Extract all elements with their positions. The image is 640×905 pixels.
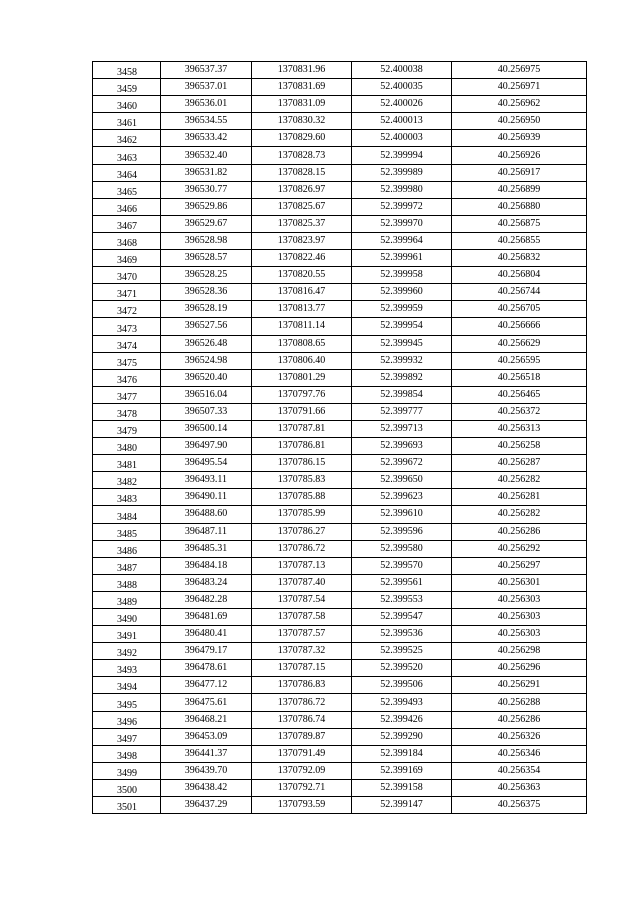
y-coordinate-cell: 1370792.71	[252, 779, 352, 796]
y-coordinate-cell: 1370786.83	[252, 677, 352, 694]
longitude-cell: 40.256301	[452, 574, 587, 591]
point-id-cell: 3486	[93, 540, 161, 557]
longitude-cell: 40.256291	[452, 677, 587, 694]
latitude-cell: 52.399426	[352, 711, 452, 728]
latitude-cell: 52.399672	[352, 455, 452, 472]
latitude-cell: 52.399994	[352, 147, 452, 164]
y-coordinate-cell: 1370785.83	[252, 472, 352, 489]
y-coordinate-cell: 1370831.09	[252, 96, 352, 113]
y-coordinate-cell: 1370787.54	[252, 591, 352, 608]
table-row	[93, 455, 587, 472]
latitude-cell: 52.399972	[352, 198, 452, 215]
point-id-cell: 3475	[93, 352, 161, 369]
table-row	[93, 113, 587, 130]
x-coordinate-cell: 396488.60	[161, 506, 252, 523]
latitude-cell: 52.399158	[352, 779, 452, 796]
x-coordinate-cell: 396507.33	[161, 403, 252, 420]
y-coordinate-cell: 1370811.14	[252, 318, 352, 335]
longitude-cell: 40.256595	[452, 352, 587, 369]
x-coordinate-cell: 396477.12	[161, 677, 252, 694]
longitude-cell: 40.256926	[452, 147, 587, 164]
table-row	[93, 540, 587, 557]
x-coordinate-cell: 396516.04	[161, 386, 252, 403]
point-id-cell: 3478	[93, 403, 161, 420]
x-coordinate-cell: 396468.21	[161, 711, 252, 728]
table-row	[93, 728, 587, 745]
latitude-cell: 52.399553	[352, 591, 452, 608]
x-coordinate-cell: 396529.86	[161, 198, 252, 215]
latitude-cell: 52.399525	[352, 643, 452, 660]
y-coordinate-cell: 1370808.65	[252, 335, 352, 352]
point-id-cell: 3484	[93, 506, 161, 523]
y-coordinate-cell: 1370786.72	[252, 694, 352, 711]
point-id-cell: 3466	[93, 198, 161, 215]
table-row	[93, 62, 587, 79]
x-coordinate-cell: 396520.40	[161, 369, 252, 386]
x-coordinate-cell: 396537.01	[161, 79, 252, 96]
x-coordinate-cell: 396478.61	[161, 660, 252, 677]
point-id-cell: 3488	[93, 574, 161, 591]
y-coordinate-cell: 1370825.67	[252, 198, 352, 215]
x-coordinate-cell: 396528.57	[161, 250, 252, 267]
x-coordinate-cell: 396528.36	[161, 284, 252, 301]
longitude-cell: 40.256258	[452, 438, 587, 455]
latitude-cell: 52.399536	[352, 626, 452, 643]
table-row	[93, 694, 587, 711]
latitude-cell: 52.399520	[352, 660, 452, 677]
longitude-cell: 40.256875	[452, 215, 587, 232]
table-row	[93, 745, 587, 762]
y-coordinate-cell: 1370831.69	[252, 79, 352, 96]
x-coordinate-cell: 396453.09	[161, 728, 252, 745]
latitude-cell: 52.399147	[352, 797, 452, 814]
table-row	[93, 250, 587, 267]
y-coordinate-cell: 1370792.09	[252, 762, 352, 779]
table-row	[93, 711, 587, 728]
point-id-cell: 3459	[93, 79, 161, 96]
latitude-cell: 52.399169	[352, 762, 452, 779]
y-coordinate-cell: 1370822.46	[252, 250, 352, 267]
y-coordinate-cell: 1370785.88	[252, 489, 352, 506]
table-row	[93, 96, 587, 113]
point-id-cell: 3492	[93, 643, 161, 660]
point-id-cell: 3490	[93, 609, 161, 626]
table-row	[93, 232, 587, 249]
table-row	[93, 301, 587, 318]
y-coordinate-cell: 1370787.15	[252, 660, 352, 677]
point-id-cell: 3495	[93, 694, 161, 711]
x-coordinate-cell: 396484.18	[161, 557, 252, 574]
table-row	[93, 797, 587, 814]
latitude-cell: 52.399570	[352, 557, 452, 574]
longitude-cell: 40.256629	[452, 335, 587, 352]
longitude-cell: 40.256880	[452, 198, 587, 215]
longitude-cell: 40.256326	[452, 728, 587, 745]
point-id-cell: 3474	[93, 335, 161, 352]
latitude-cell: 52.400003	[352, 130, 452, 147]
latitude-cell: 52.399959	[352, 301, 452, 318]
x-coordinate-cell: 396527.56	[161, 318, 252, 335]
longitude-cell: 40.256705	[452, 301, 587, 318]
point-id-cell: 3482	[93, 472, 161, 489]
longitude-cell: 40.256296	[452, 660, 587, 677]
point-id-cell: 3500	[93, 779, 161, 796]
point-id-cell: 3472	[93, 301, 161, 318]
point-id-cell: 3464	[93, 164, 161, 181]
y-coordinate-cell: 1370797.76	[252, 386, 352, 403]
x-coordinate-cell: 396526.48	[161, 335, 252, 352]
latitude-cell: 52.399650	[352, 472, 452, 489]
y-coordinate-cell: 1370830.32	[252, 113, 352, 130]
table-row	[93, 403, 587, 420]
point-id-cell: 3491	[93, 626, 161, 643]
latitude-cell: 52.399989	[352, 164, 452, 181]
point-id-cell: 3467	[93, 215, 161, 232]
latitude-cell: 52.400026	[352, 96, 452, 113]
table-row	[93, 267, 587, 284]
latitude-cell: 52.399970	[352, 215, 452, 232]
y-coordinate-cell: 1370786.81	[252, 438, 352, 455]
y-coordinate-cell: 1370789.87	[252, 728, 352, 745]
y-coordinate-cell: 1370787.13	[252, 557, 352, 574]
longitude-cell: 40.256518	[452, 369, 587, 386]
longitude-cell: 40.256363	[452, 779, 587, 796]
x-coordinate-cell: 396493.11	[161, 472, 252, 489]
table-row	[93, 557, 587, 574]
point-id-cell: 3485	[93, 523, 161, 540]
table-row	[93, 438, 587, 455]
y-coordinate-cell: 1370793.59	[252, 797, 352, 814]
y-coordinate-cell: 1370786.74	[252, 711, 352, 728]
point-id-cell: 3458	[93, 62, 161, 79]
point-id-cell: 3501	[93, 797, 161, 814]
x-coordinate-cell: 396497.90	[161, 438, 252, 455]
latitude-cell: 52.399596	[352, 523, 452, 540]
point-id-cell: 3460	[93, 96, 161, 113]
longitude-cell: 40.256832	[452, 250, 587, 267]
latitude-cell: 52.400013	[352, 113, 452, 130]
table-row	[93, 779, 587, 796]
x-coordinate-cell: 396482.28	[161, 591, 252, 608]
table-row	[93, 643, 587, 660]
x-coordinate-cell: 396528.98	[161, 232, 252, 249]
table-row	[93, 215, 587, 232]
table-row	[93, 660, 587, 677]
latitude-cell: 52.399960	[352, 284, 452, 301]
y-coordinate-cell: 1370816.47	[252, 284, 352, 301]
point-id-cell: 3496	[93, 711, 161, 728]
table-row	[93, 130, 587, 147]
y-coordinate-cell: 1370787.58	[252, 609, 352, 626]
longitude-cell: 40.256962	[452, 96, 587, 113]
y-coordinate-cell: 1370820.55	[252, 267, 352, 284]
y-coordinate-cell: 1370806.40	[252, 352, 352, 369]
x-coordinate-cell: 396487.11	[161, 523, 252, 540]
longitude-cell: 40.256292	[452, 540, 587, 557]
latitude-cell: 52.399964	[352, 232, 452, 249]
table-row	[93, 609, 587, 626]
table-row	[93, 79, 587, 96]
table-row	[93, 420, 587, 437]
x-coordinate-cell: 396528.25	[161, 267, 252, 284]
latitude-cell: 52.399945	[352, 335, 452, 352]
longitude-cell: 40.256281	[452, 489, 587, 506]
longitude-cell: 40.256298	[452, 643, 587, 660]
table-row	[93, 164, 587, 181]
point-id-cell: 3471	[93, 284, 161, 301]
longitude-cell: 40.256666	[452, 318, 587, 335]
longitude-cell: 40.256287	[452, 455, 587, 472]
x-coordinate-cell: 396532.40	[161, 147, 252, 164]
longitude-cell: 40.256286	[452, 523, 587, 540]
y-coordinate-cell: 1370829.60	[252, 130, 352, 147]
point-id-cell: 3461	[93, 113, 161, 130]
y-coordinate-cell: 1370826.97	[252, 181, 352, 198]
longitude-cell: 40.256939	[452, 130, 587, 147]
x-coordinate-cell: 396500.14	[161, 420, 252, 437]
table-row	[93, 591, 587, 608]
y-coordinate-cell: 1370787.40	[252, 574, 352, 591]
longitude-cell: 40.256286	[452, 711, 587, 728]
x-coordinate-cell: 396475.61	[161, 694, 252, 711]
point-id-cell: 3476	[93, 369, 161, 386]
table-row	[93, 284, 587, 301]
latitude-cell: 52.400035	[352, 79, 452, 96]
x-coordinate-cell: 396524.98	[161, 352, 252, 369]
y-coordinate-cell: 1370787.57	[252, 626, 352, 643]
y-coordinate-cell: 1370786.15	[252, 455, 352, 472]
latitude-cell: 52.399777	[352, 403, 452, 420]
y-coordinate-cell: 1370787.81	[252, 420, 352, 437]
longitude-cell: 40.256354	[452, 762, 587, 779]
x-coordinate-cell: 396438.42	[161, 779, 252, 796]
point-id-cell: 3477	[93, 386, 161, 403]
latitude-cell: 52.399713	[352, 420, 452, 437]
latitude-cell: 52.399932	[352, 352, 452, 369]
point-id-cell: 3499	[93, 762, 161, 779]
y-coordinate-cell: 1370786.27	[252, 523, 352, 540]
x-coordinate-cell: 396480.41	[161, 626, 252, 643]
latitude-cell: 52.399184	[352, 745, 452, 762]
longitude-cell: 40.256303	[452, 626, 587, 643]
longitude-cell: 40.256950	[452, 113, 587, 130]
longitude-cell: 40.256899	[452, 181, 587, 198]
x-coordinate-cell: 396490.11	[161, 489, 252, 506]
longitude-cell: 40.256297	[452, 557, 587, 574]
latitude-cell: 52.399610	[352, 506, 452, 523]
table-row	[93, 181, 587, 198]
x-coordinate-cell: 396437.29	[161, 797, 252, 814]
y-coordinate-cell: 1370813.77	[252, 301, 352, 318]
point-id-cell: 3480	[93, 438, 161, 455]
x-coordinate-cell: 396534.55	[161, 113, 252, 130]
y-coordinate-cell: 1370791.66	[252, 403, 352, 420]
x-coordinate-cell: 396528.19	[161, 301, 252, 318]
y-coordinate-cell: 1370828.15	[252, 164, 352, 181]
longitude-cell: 40.256346	[452, 745, 587, 762]
point-id-cell: 3494	[93, 677, 161, 694]
latitude-cell: 52.399854	[352, 386, 452, 403]
x-coordinate-cell: 396481.69	[161, 609, 252, 626]
longitude-cell: 40.256975	[452, 62, 587, 79]
latitude-cell: 52.399961	[352, 250, 452, 267]
latitude-cell: 52.399892	[352, 369, 452, 386]
table-row	[93, 198, 587, 215]
point-id-cell: 3468	[93, 232, 161, 249]
y-coordinate-cell: 1370828.73	[252, 147, 352, 164]
point-id-cell: 3487	[93, 557, 161, 574]
latitude-cell: 52.399580	[352, 540, 452, 557]
point-id-cell: 3497	[93, 728, 161, 745]
longitude-cell: 40.256372	[452, 403, 587, 420]
longitude-cell: 40.256288	[452, 694, 587, 711]
point-id-cell: 3465	[93, 181, 161, 198]
x-coordinate-cell: 396531.82	[161, 164, 252, 181]
coordinates-table-body	[93, 62, 587, 814]
latitude-cell: 52.399980	[352, 181, 452, 198]
point-id-cell: 3470	[93, 267, 161, 284]
y-coordinate-cell: 1370787.32	[252, 643, 352, 660]
table-row	[93, 352, 587, 369]
y-coordinate-cell: 1370831.96	[252, 62, 352, 79]
point-id-cell: 3469	[93, 250, 161, 267]
longitude-cell: 40.256313	[452, 420, 587, 437]
table-row	[93, 335, 587, 352]
latitude-cell: 52.399958	[352, 267, 452, 284]
point-id-cell: 3481	[93, 455, 161, 472]
point-id-cell: 3498	[93, 745, 161, 762]
x-coordinate-cell: 396483.24	[161, 574, 252, 591]
longitude-cell: 40.256282	[452, 472, 587, 489]
point-id-cell: 3489	[93, 591, 161, 608]
longitude-cell: 40.256465	[452, 386, 587, 403]
x-coordinate-cell: 396479.17	[161, 643, 252, 660]
point-id-cell: 3473	[93, 318, 161, 335]
table-row	[93, 472, 587, 489]
x-coordinate-cell: 396439.70	[161, 762, 252, 779]
table-row	[93, 147, 587, 164]
latitude-cell: 52.399561	[352, 574, 452, 591]
latitude-cell: 52.399506	[352, 677, 452, 694]
longitude-cell: 40.256282	[452, 506, 587, 523]
x-coordinate-cell: 396537.37	[161, 62, 252, 79]
longitude-cell: 40.256855	[452, 232, 587, 249]
latitude-cell: 52.399623	[352, 489, 452, 506]
point-id-cell: 3463	[93, 147, 161, 164]
x-coordinate-cell: 396536.01	[161, 96, 252, 113]
longitude-cell: 40.256917	[452, 164, 587, 181]
table-row	[93, 369, 587, 386]
x-coordinate-cell: 396530.77	[161, 181, 252, 198]
longitude-cell: 40.256303	[452, 591, 587, 608]
point-id-cell: 3479	[93, 420, 161, 437]
x-coordinate-cell: 396441.37	[161, 745, 252, 762]
latitude-cell: 52.399693	[352, 438, 452, 455]
longitude-cell: 40.256744	[452, 284, 587, 301]
y-coordinate-cell: 1370825.37	[252, 215, 352, 232]
table-row	[93, 626, 587, 643]
table-row	[93, 506, 587, 523]
longitude-cell: 40.256375	[452, 797, 587, 814]
table-row	[93, 489, 587, 506]
latitude-cell: 52.400038	[352, 62, 452, 79]
y-coordinate-cell: 1370785.99	[252, 506, 352, 523]
coordinates-table	[92, 61, 587, 814]
y-coordinate-cell: 1370791.49	[252, 745, 352, 762]
table-row	[93, 762, 587, 779]
point-id-cell: 3483	[93, 489, 161, 506]
y-coordinate-cell: 1370823.97	[252, 232, 352, 249]
y-coordinate-cell: 1370801.29	[252, 369, 352, 386]
table-row	[93, 386, 587, 403]
latitude-cell: 52.399290	[352, 728, 452, 745]
x-coordinate-cell: 396495.54	[161, 455, 252, 472]
longitude-cell: 40.256971	[452, 79, 587, 96]
x-coordinate-cell: 396529.67	[161, 215, 252, 232]
y-coordinate-cell: 1370786.72	[252, 540, 352, 557]
latitude-cell: 52.399547	[352, 609, 452, 626]
longitude-cell: 40.256303	[452, 609, 587, 626]
table-row	[93, 523, 587, 540]
table-row	[93, 574, 587, 591]
x-coordinate-cell: 396533.42	[161, 130, 252, 147]
point-id-cell: 3462	[93, 130, 161, 147]
latitude-cell: 52.399954	[352, 318, 452, 335]
point-id-cell: 3493	[93, 660, 161, 677]
table-row	[93, 318, 587, 335]
longitude-cell: 40.256804	[452, 267, 587, 284]
table-row	[93, 677, 587, 694]
latitude-cell: 52.399493	[352, 694, 452, 711]
x-coordinate-cell: 396485.31	[161, 540, 252, 557]
